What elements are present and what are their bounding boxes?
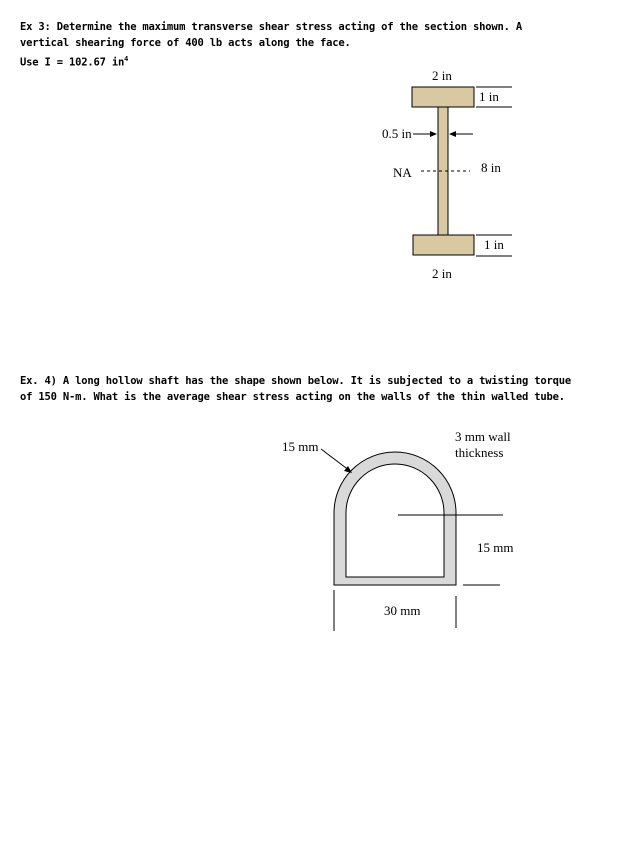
ex4-line-2: of 150 N-m. What is the average shear stress acting on the walls of the thin walled tube. <box>20 391 565 403</box>
ex3-top-flange <box>412 87 474 107</box>
ex3-i-beam-figure <box>382 68 512 281</box>
ex3-line-2: vertical shearing force of 400 lb acts along the face. <box>20 37 351 49</box>
ex3-top-width-label: 2 in <box>432 68 452 83</box>
ex4-problem-statement <box>20 373 580 405</box>
ex3-bottom-thickness-label: 1 in <box>484 237 504 252</box>
ex4-wall-label-line2: thickness <box>455 445 504 460</box>
ex4-line-1: Ex. 4) A long hollow shaft has the shape shown below. It is subjected to a twisting torque <box>20 375 571 387</box>
ex4-height-label: 15 mm <box>477 540 514 555</box>
ex3-line-1: Ex 3: Determine the maximum transverse shear stress acting of the section shown. A <box>20 21 522 33</box>
ex4-radius-leader <box>321 449 350 471</box>
ex3-web-thickness-label: 0.5 in <box>382 126 412 141</box>
ex4-tube-figure <box>282 429 513 631</box>
ex3-exponent: 4 <box>124 55 129 63</box>
ex4-radius-label: 15 mm <box>282 439 319 454</box>
ex3-bottom-flange <box>413 235 474 255</box>
ex4-wall-label-line1: 3 mm wall <box>455 429 511 444</box>
ex3-bottom-width-label: 2 in <box>432 266 452 281</box>
ex3-moment-of-inertia: Use I = 102.67 in <box>20 56 125 69</box>
ex3-web-arrowhead-right <box>449 131 456 137</box>
ex4-tube-outer-wall <box>334 452 456 585</box>
ex3-top-thickness-label: 1 in <box>479 89 499 104</box>
ex3-neutral-axis-label: NA <box>393 165 412 180</box>
ex3-web-height-label: 8 in <box>481 160 501 175</box>
ex3-web-arrowhead-left <box>430 131 437 137</box>
ex4-width-label: 30 mm <box>384 603 421 618</box>
